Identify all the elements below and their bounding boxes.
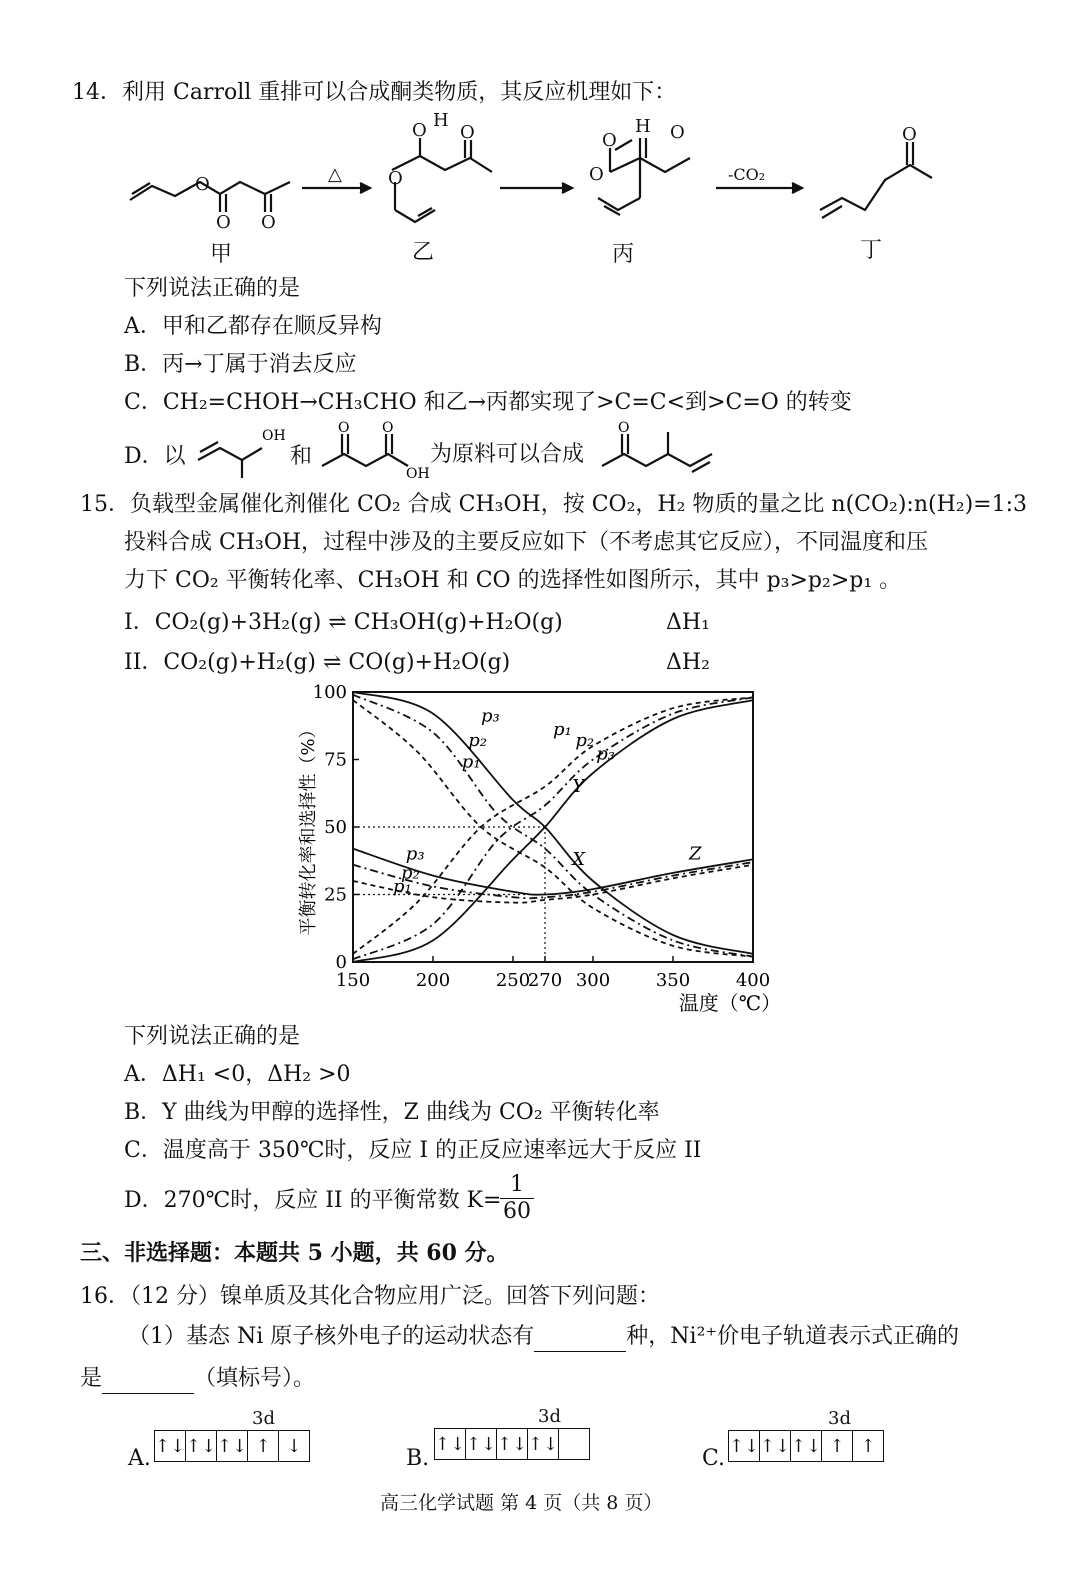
q16-stem: 16．（12 分）镍单质及其化合物应用广泛。回答下列问题： [80, 1284, 660, 1309]
orbital-cell: ↓ [286, 1435, 302, 1457]
orbital-cell: ↑↓ [186, 1431, 217, 1461]
arrow-heat-label: △ [328, 164, 342, 185]
orbital-cell: ↑ [822, 1431, 853, 1461]
orbital-cell [559, 1429, 589, 1459]
chart-ylabel: 平衡转化率和选择性（%） [298, 720, 319, 936]
q15-reaction-2-dh: ΔH₂ [666, 650, 710, 675]
atom-o-3: O [261, 212, 276, 233]
q15-reaction-1: I．CO₂(g)+3H₂(g) ⇌ CH₃OH(g)+H₂O(g) [124, 610, 563, 635]
answer-blank-1[interactable] [534, 1329, 626, 1352]
arrow-co2-label: -CO₂ [728, 165, 766, 184]
y-tick-label: 25 [324, 884, 347, 906]
orbital-cell: ↑↓ [528, 1429, 559, 1459]
d-target-ketone-structure [598, 420, 723, 480]
orbital-cell: ↑↓ [791, 1431, 822, 1461]
atom-o-1: O [195, 174, 210, 195]
chart-xlabel: 温度（℃） [678, 991, 782, 1015]
d-oh-label-2: OH [406, 466, 430, 480]
curve-label: p₁ [393, 875, 412, 897]
y-tick-label: 50 [324, 817, 347, 838]
curve-label: p₃ [405, 843, 425, 865]
q16-part1 [128, 1322, 959, 1352]
q14-option-d-prefix: D．以 [124, 444, 186, 469]
section-3-heading: 三、非选择题：本题共 5 小题，共 60 分。 [80, 1240, 509, 1266]
curve-label: p₂ [575, 730, 595, 751]
x-tick-label: 270 [527, 970, 563, 991]
d-acetoacetic-acid-structure [318, 420, 433, 480]
q15-option-d: D．270℃时，反应 II 的平衡常数 K= [124, 1188, 502, 1213]
q16-part1-line2-post: （填标号）。 [194, 1366, 316, 1391]
q15-reaction-1-dh: ΔH₁ [666, 610, 710, 635]
x-tick-label: 350 [655, 970, 691, 991]
orbital-box-a [154, 1430, 310, 1462]
atom-o-2: O [216, 212, 231, 233]
orbital-cell: ↑↓ [217, 1431, 248, 1461]
option-b-label: B. [406, 1446, 430, 1471]
q16-part1-line2-pre: 是 [80, 1366, 103, 1391]
q15-option-a: A．ΔH₁ <0，ΔH₂ >0 [124, 1062, 351, 1087]
q15-option-c: C．温度高于 350℃时，反应 I 的正反应速率远大于反应 II [124, 1138, 702, 1163]
y-tick-label: 75 [324, 749, 347, 771]
option-a-label: A. [128, 1446, 151, 1471]
q15-prompt: 下列说法正确的是 [124, 1024, 301, 1049]
fraction-numerator: 1 [500, 1172, 534, 1199]
curve-label: p₂ [401, 862, 420, 884]
x-tick-label: 250 [495, 970, 531, 991]
d-atom-o-2: O [382, 420, 394, 436]
q16-part1-pre: （1）基态 Ni 原子核外电子的运动状态有 [128, 1324, 535, 1349]
y-tick-label: 100 [312, 682, 347, 703]
q14-option-a: A．甲和乙都存在顺反异构 [124, 314, 382, 339]
option-c-label: C. [702, 1446, 726, 1471]
q15-line3: 力下 CO₂ 平衡转化率、CH₃OH 和 CO 的选择性如图所示，其中 p₃>p₂>p₁ 。 [124, 568, 902, 593]
atom-o-9: O [670, 122, 685, 143]
y-tick-label: 0 [335, 952, 347, 973]
q14-stem: 14．利用 Carroll 重排可以合成酮类物质，其反应机理如下： [72, 80, 677, 105]
orbital-cell: ↑ [248, 1431, 279, 1461]
curve-label: p₁ [461, 751, 481, 773]
orbital-label-a: 3d [252, 1408, 275, 1429]
orbital-cell: ↑↓ [466, 1429, 497, 1459]
x-tick-label: 150 [335, 970, 371, 991]
q16-part1-line2 [80, 1364, 315, 1394]
curve-label: X [572, 848, 586, 870]
atom-o-10: O [902, 124, 917, 145]
x-tick-label: 300 [575, 970, 611, 991]
q15-line1: 15．负载型金属催化剂催化 CO₂ 合成 CH₃OH，按 CO₂，H₂ 物质的量之比 n(CO₂):n(H₂)=1:3 [80, 492, 1028, 517]
q14-prompt: 下列说法正确的是 [124, 276, 301, 301]
atom-o-8: O [589, 164, 604, 185]
answer-blank-2[interactable] [102, 1371, 194, 1394]
orbital-box-c [728, 1430, 884, 1462]
q14-option-b: B．丙→丁属于消去反应 [124, 352, 357, 377]
atom-o-4: O [412, 120, 427, 141]
d-atom-o-3: O [618, 420, 630, 436]
atom-h-1: H [433, 110, 449, 131]
page-footer: 高三化学试题 第 4 页（共 8 页） [380, 1492, 663, 1514]
curve-label: p₁ [553, 719, 572, 741]
q14-option-d-mid: 为原料可以合成 [430, 442, 585, 467]
fraction [500, 1172, 534, 1225]
curve-label: p₃ [481, 705, 500, 727]
equilibrium-chart [290, 680, 810, 1030]
d-oh-label-1: OH [262, 428, 286, 444]
orbital-cell: ↑↓ [435, 1429, 466, 1459]
orbital-cell: ↑↓ [497, 1429, 528, 1459]
atom-o-6: O [388, 168, 403, 189]
label-bing: 丙 [612, 242, 635, 267]
label-yi: 乙 [412, 240, 435, 265]
q14-scheme [120, 110, 940, 270]
q14-option-d-and: 和 [290, 444, 313, 469]
orbital-cell: ↑↓ [729, 1431, 760, 1461]
q16-part1-mid: 种，Ni²⁺价电子轨道表示式正确的 [626, 1324, 959, 1349]
q15-line2: 投料合成 CH₃OH，过程中涉及的主要反应如下（不考虑其它反应），不同温度和压 [124, 530, 929, 555]
orbital-box-b [434, 1428, 590, 1460]
d-atom-o-1: O [338, 420, 350, 436]
q15-reaction-2: II．CO₂(g)+H₂(g) ⇌ CO(g)+H₂O(g) [124, 650, 511, 675]
x-tick-label: 200 [415, 970, 451, 991]
label-jia: 甲 [210, 242, 233, 267]
atom-h-2: H [635, 116, 651, 137]
q15-option-b: B．Y 曲线为甲醇的选择性，Z 曲线为 CO₂ 平衡转化率 [124, 1100, 660, 1125]
d-allyl-alcohol-structure [192, 420, 292, 480]
label-ding: 丁 [860, 238, 883, 263]
curve-label: Z [689, 843, 702, 865]
orbital-label-b: 3d [538, 1406, 561, 1427]
orbital-label-c: 3d [828, 1408, 851, 1429]
curve-label: p₂ [468, 730, 487, 751]
atom-o-7: O [602, 130, 617, 151]
orbital-cell: ↑↓ [155, 1431, 186, 1461]
fraction-denominator: 60 [503, 1199, 531, 1224]
atom-o-5: O [460, 122, 475, 143]
x-tick-label: 400 [735, 970, 771, 991]
curve-label: Y [572, 775, 585, 797]
orbital-cell: ↑↓ [760, 1431, 791, 1461]
orbital-cell: ↑ [860, 1435, 876, 1457]
q14-option-c: C．CH₂=CHOH→CH₃CHO 和乙→丙都实现了>C=C<到>C=O 的转变 [124, 390, 852, 415]
curve-label: p₃ [596, 743, 615, 765]
